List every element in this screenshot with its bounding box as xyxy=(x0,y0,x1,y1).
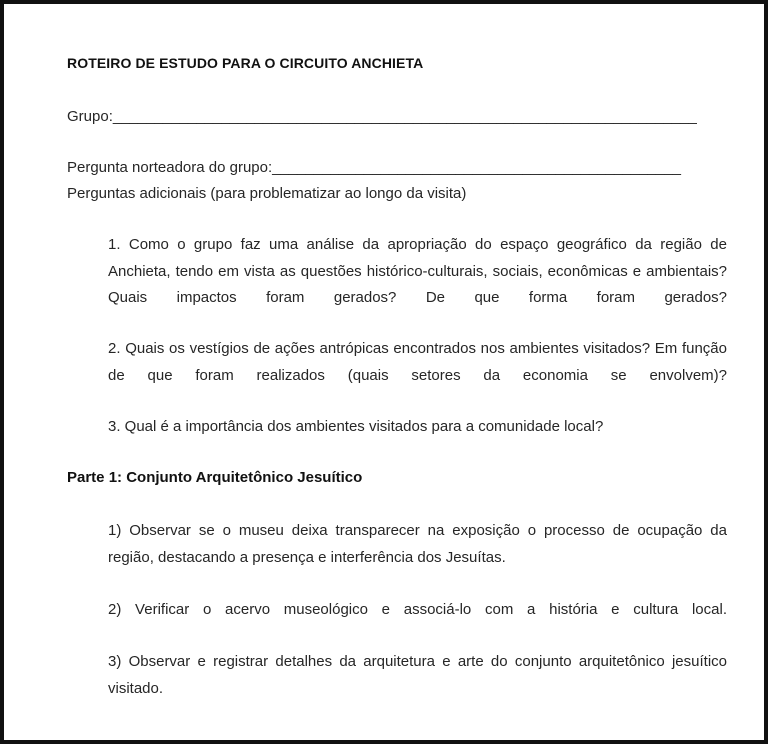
question-3: 3. Qual é a importância dos ambientes visitados para a comunidade local? xyxy=(108,418,604,435)
part-1-task-2: 2) Verificar o acervo museológico e associá-lo com a história e cultura local. xyxy=(108,601,727,618)
part-1-task-1: 1) Observar se o museu deixa transparecer na exposição o processo de ocupação da região, destacando a presença e interferência dos Jesuítas. xyxy=(108,522,727,566)
part-1-title: Parte 1: Conjunto Arquitetônico Jesuítico xyxy=(67,469,363,486)
additional-questions-heading: Perguntas adicionais (para problematizar ao longo da visita) xyxy=(67,185,467,202)
guiding-question-line: Pergunta norteadora do grupo:_________________________________________________ xyxy=(67,159,681,176)
question-1: 1. Como o grupo faz uma análise da apropriação do espaço geográfico da região de Anchieta, tendo em vista as questões histórico-culturais, sociais, econômicas e ambientais? Quais impactos foram gerados? De que forma foram gerados? xyxy=(108,236,727,306)
question-2: 2. Quais os vestígios de ações antrópicas encontrados nos ambientes visitados? Em função de que foram realizados (quais setores da economia se envolvem)? xyxy=(108,340,727,384)
group-line: Grupo:______________________________________________________________________ xyxy=(67,108,697,125)
part-1-task-3: 3) Observar e registrar detalhes da arquitetura e arte do conjunto arquitetônico jesuítico visitado. xyxy=(108,653,727,697)
document-title: ROTEIRO DE ESTUDO PARA O CIRCUITO ANCHIETA xyxy=(67,55,424,71)
